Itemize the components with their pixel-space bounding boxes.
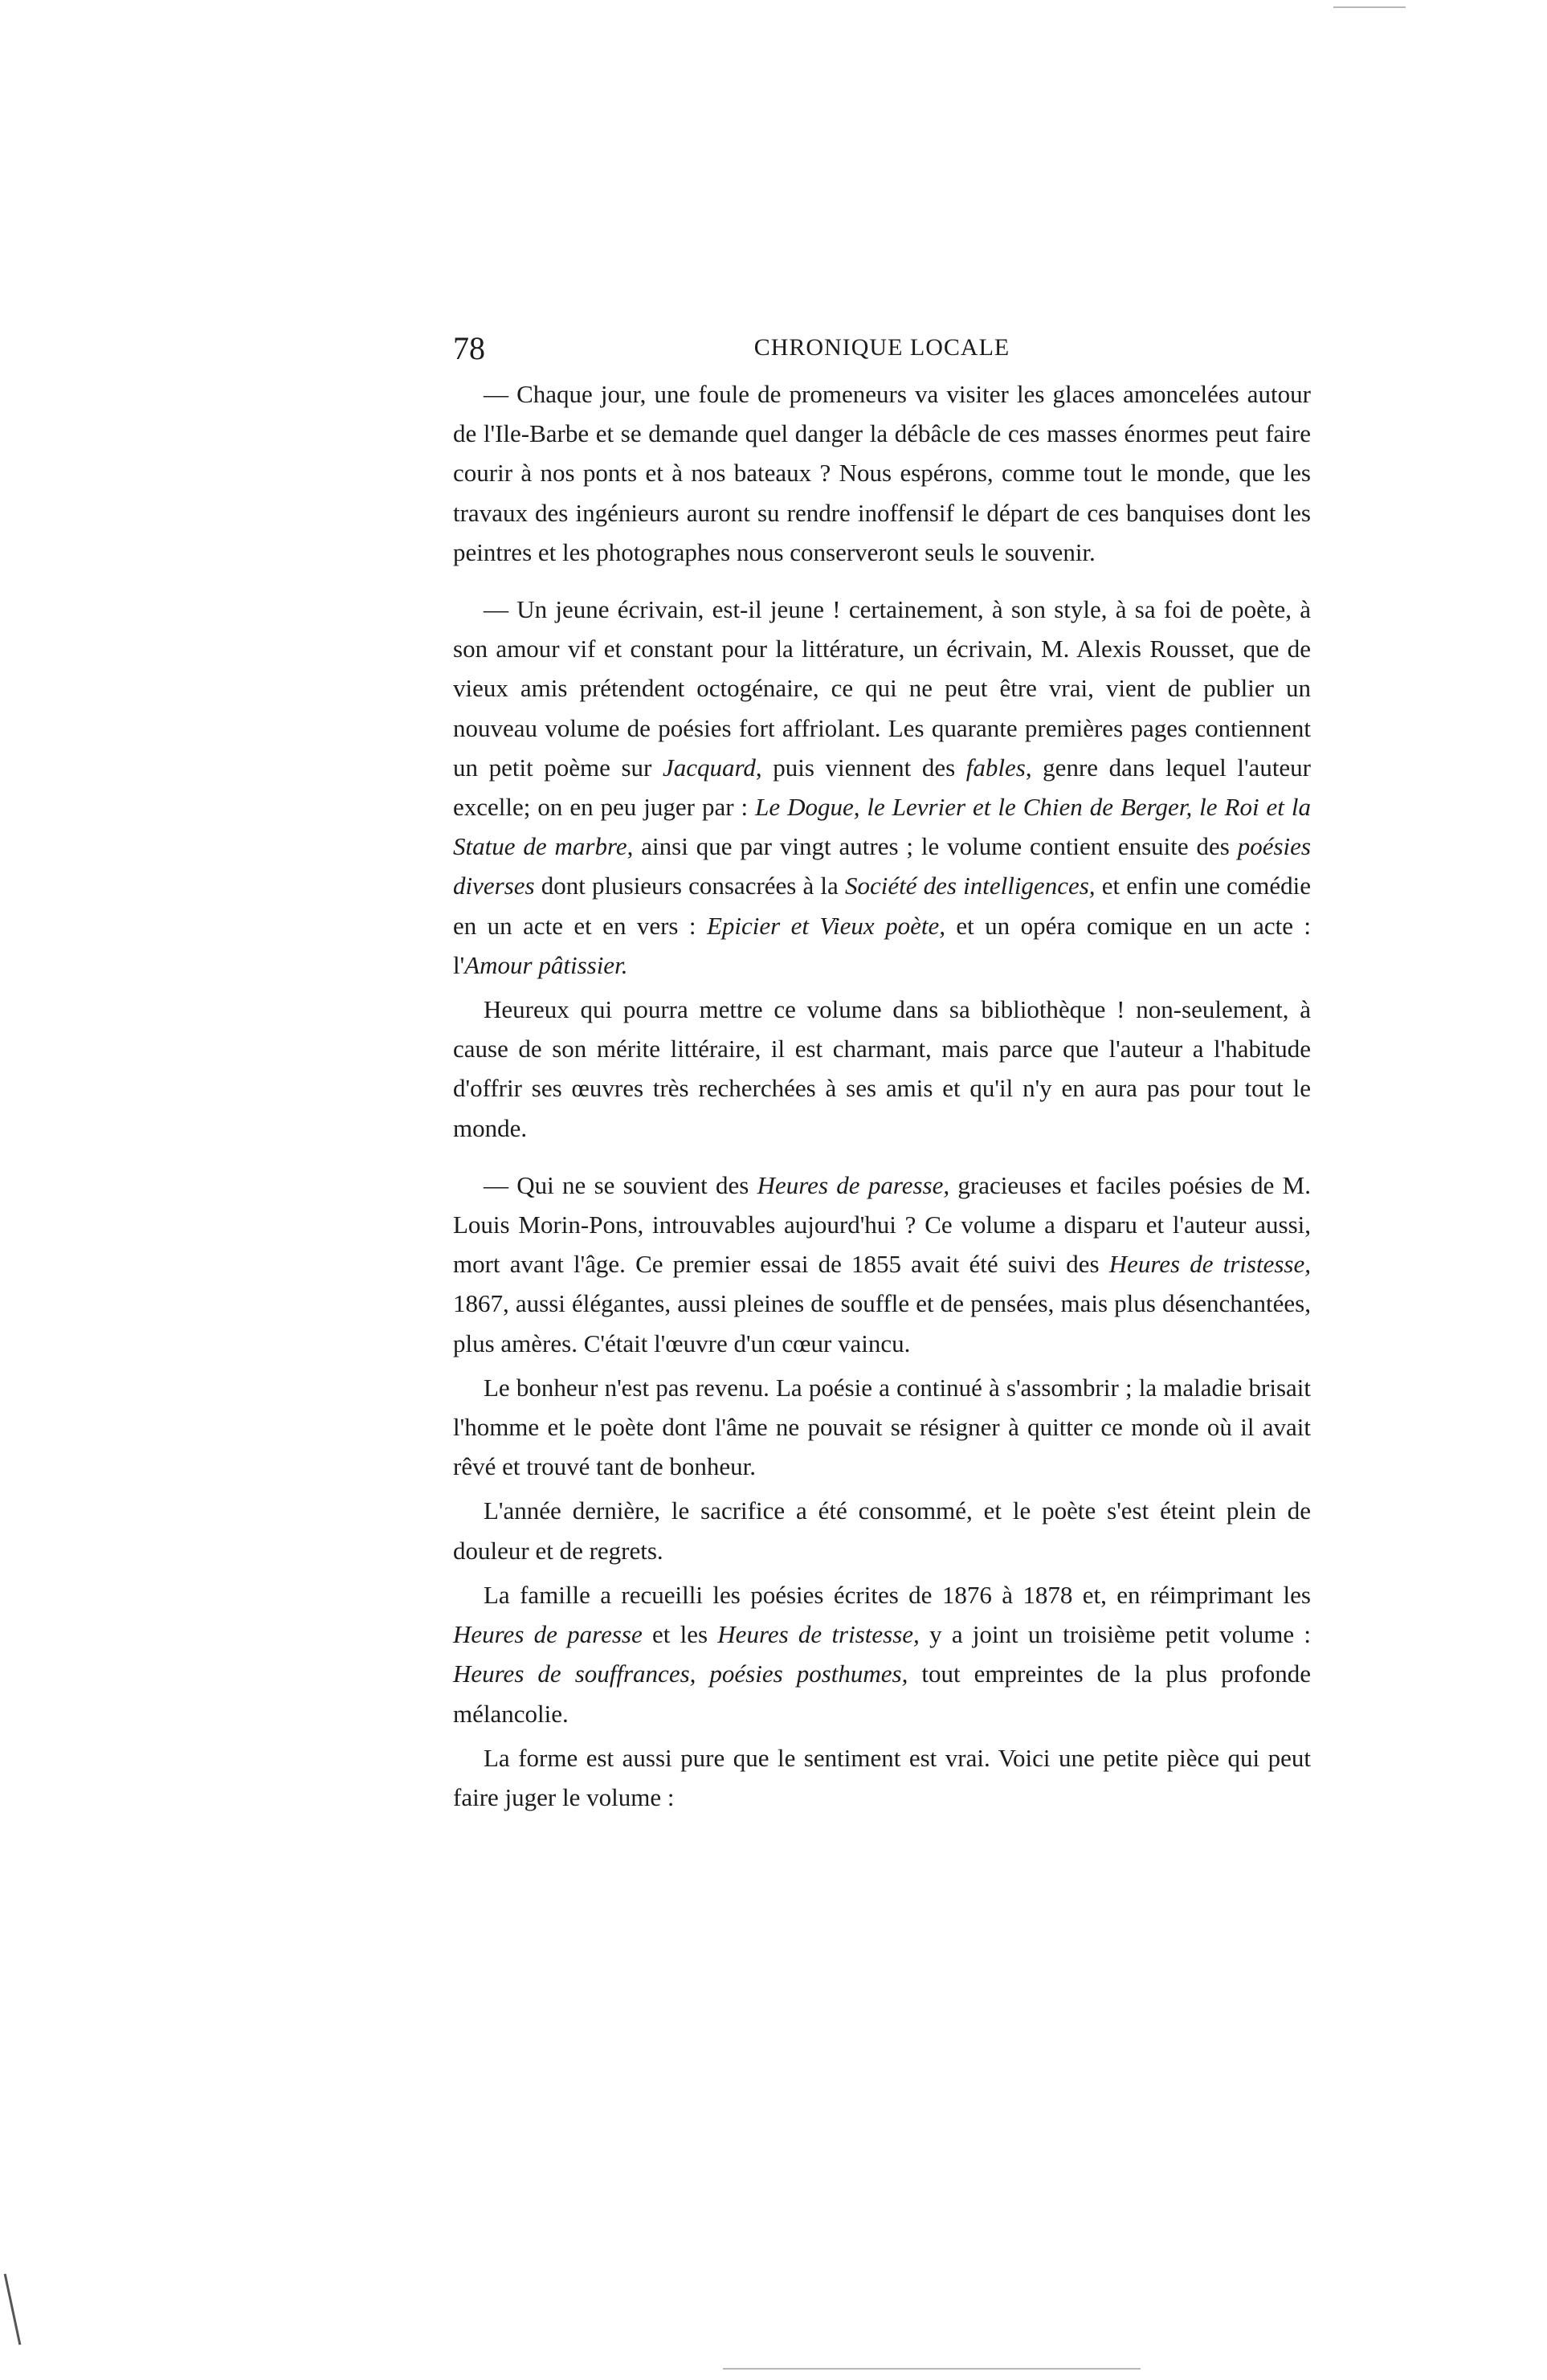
paragraph-bonheur: Le bonheur n'est pas revenu. La poésie a continué à s'assombrir ; la maladie brisait l'homme et le poète dont l'âme ne pouvait se résigner à quitter ce monde où il avait rêvé et trouvé tant de bonheur. <box>453 1373 1311 1481</box>
page-number: 78 <box>453 330 485 366</box>
paragraph-rousset: — Un jeune écrivain, est-il jeune ! certainement, à son style, à sa foi de poète, à son amour vif et constant pour la littérature, un écrivain, M. Alexis Rousset, que de vieux amis prétendent octogénaire, ce qui ne peut être vrai, vient de publier un nouveau volume de poésies fort affriolant. Les quarante premières pages contiennent un petit poème sur Jacquard, puis viennent des fables, genre dans lequel l'auteur excelle; on en peu juger par : Le Dogue, le Levrier et le Chien de Berger, le Roi et la Statue de marbre, ainsi que par vingt autres ; le volume contient ensuite des poésies diverses dont plusieurs consacrées à la Société des intelligences, et enfin une comédie en un acte et en vers : Epicier et Vieux poète, et un opéra comique en un acte : l'Amour pâtissier. <box>453 595 1312 979</box>
paragraph-annee: L'année dernière, le sacrifice a été consommé, et le poète s'est éteint plein de douleur et de regrets. <box>453 1496 1311 1565</box>
bottom-edge-mark <box>723 2368 1141 2370</box>
paragraph-morin-pons: — Qui ne se souvient des Heures de paresse, gracieuses et faciles poésies de M. Louis Morin-Pons, introuvables aujourd'hui ? Ce volume a disparu et l'auteur aussi, mort avant l'âge. Ce premier essai de 1855 avait été suivi des Heures de tristesse, 1867, aussi élégantes, aussi pleines de souffle et de pensées, mais plus désenchantées, plus amères. C'était l'œuvre d'un cœur vaincu. <box>453 1170 1311 1357</box>
document-page <box>453 329 1311 1817</box>
paragraph-glaces: — Chaque jour, une foule de promeneurs va visiter les glaces amoncelées autour de l'Ile-Barbe et se demande quel danger la débâcle de ces masses énormes peut faire courir à nos ponts et à nos bateaux ? Nous espérons, comme tout le monde, que les travaux des ingénieurs auront su rendre inoffensif le départ de ces banquises dont les peintres et les photographes nous conserveront seuls le souvenir. <box>453 380 1311 566</box>
page-header <box>453 329 1311 374</box>
paragraph-forme: La forme est aussi pure que le sentiment est vrai. Voici une petite pièce qui peut faire juger le volume : <box>453 1743 1311 1811</box>
running-title: CHRONIQUE LOCALE <box>753 334 1010 361</box>
margin-stroke <box>4 2274 22 2345</box>
paragraph-heureux: Heureux qui pourra mettre ce volume dans sa bibliothèque ! non-seulement, à cause de son mérite littéraire, il est charmant, mais parce que l'auteur a l'habitude d'offrir ses œuvres très recherchées à ses amis et qu'il n'y en aura pas pour tout le monde. <box>453 995 1311 1142</box>
top-edge-mark <box>1333 6 1406 8</box>
body-text <box>453 374 1311 1817</box>
paragraph-famille: La famille a recueilli les poésies écrites de 1876 à 1878 et, en réimprimant les Heures de paresse et les Heures de tristesse, y a joint un troisième petit volume : Heures de souffrances, poésies posthumes, tout empreintes de la plus profonde mélancolie. <box>453 1580 1311 1728</box>
